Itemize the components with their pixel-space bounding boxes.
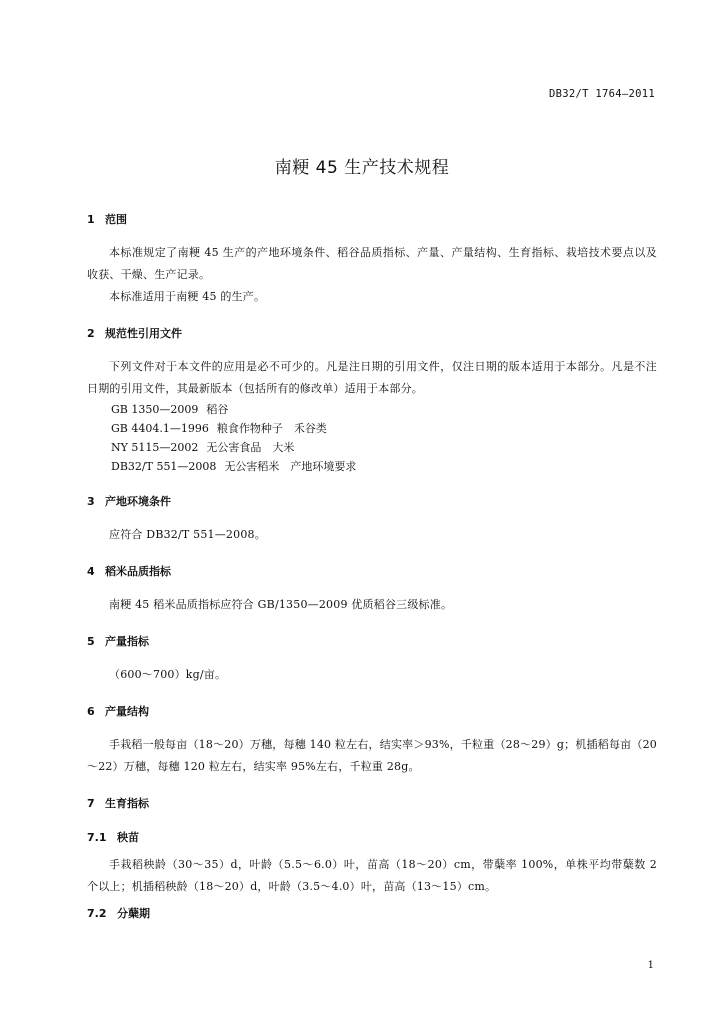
reference-item: GB 1350—2009 稻谷 bbox=[111, 403, 229, 416]
subsection-7-1-paragraph-1: 手栽稻秧龄（30～35）d，叶龄（5.5～6.0）叶，苗高（18～20）cm，带蘖率 100%，单株平均带蘖数 2 个以上；机插稻秧龄（18～20）d，叶龄（3.5～4.0）叶，苗高（13～15）cm。 bbox=[87, 858, 657, 893]
section-heading-7: 7 生育指标 bbox=[87, 797, 149, 810]
document-body bbox=[87, 212, 657, 922]
page-number: 1 bbox=[647, 960, 654, 971]
document-title: 南粳 45 生产技术规程 bbox=[274, 158, 450, 178]
section-heading-3: 3 产地环境条件 bbox=[87, 495, 171, 508]
section-heading-4: 4 稻米品质指标 bbox=[87, 565, 171, 578]
section-heading-2: 2 规范性引用文件 bbox=[87, 327, 182, 340]
reference-item: DB32/T 551—2008 无公害稻米 产地环境要求 bbox=[111, 460, 357, 473]
section-2-paragraph-1: 下列文件对于本文件的应用是必不可少的。凡是注日期的引用文件，仅注日期的版本适用于本部分。凡是不注日期的引用文件，其最新版本（包括所有的修改单）适用于本部分。 bbox=[87, 360, 657, 395]
section-heading-5: 5 产量指标 bbox=[87, 635, 149, 648]
section-1-paragraph-2: 本标准适用于南粳 45 的生产。 bbox=[109, 290, 266, 303]
section-3-paragraph-1: 应符合 DB32/T 551—2008。 bbox=[109, 528, 266, 541]
section-heading-1: 1 范围 bbox=[87, 213, 127, 226]
section-6-paragraph-1: 手栽稻一般每亩（18～20）万穗，每穗 140 粒左右，结实率＞93%，千粒重（28～29）g；机插稻每亩（20～22）万穗，每穗 120 粒左右，结实率 95%左右，千粒重 28g。 bbox=[87, 738, 657, 773]
section-4-paragraph-1: 南粳 45 稻米品质指标应符合 GB/1350—2009 优质稻谷三级标准。 bbox=[109, 598, 453, 611]
section-1-paragraph-1: 本标准规定了南粳 45 生产的产地环境条件、稻谷品质指标、产量、产量结构、生育指标、栽培技术要点以及收获、干燥、生产记录。 bbox=[87, 246, 657, 281]
subsection-heading-7-1: 7.1 秧苗 bbox=[87, 831, 139, 844]
section-heading-6: 6 产量结构 bbox=[87, 705, 149, 718]
reference-item: GB 4404.1—1996 粮食作物种子 禾谷类 bbox=[111, 422, 327, 435]
standard-code: DB32/T 1764—2011 bbox=[549, 88, 655, 100]
section-5-paragraph-1: （600～700）kg/亩。 bbox=[109, 668, 227, 681]
subsection-heading-7-2: 7.2 分蘖期 bbox=[87, 907, 150, 920]
reference-item: NY 5115—2002 无公害食品 大米 bbox=[111, 441, 295, 454]
